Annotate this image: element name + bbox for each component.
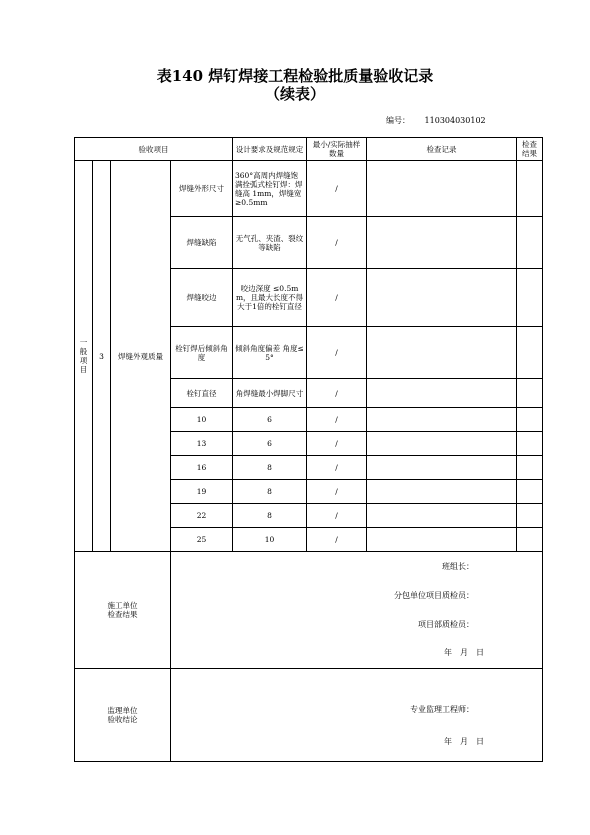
row-sample: / xyxy=(307,504,367,528)
row-requirement: 10 xyxy=(233,528,307,552)
row-sample: / xyxy=(307,408,367,432)
row-record xyxy=(367,379,517,408)
item-name: 焊缝外观质量 xyxy=(111,161,171,552)
item-no: 3 xyxy=(93,161,111,552)
row-result xyxy=(517,456,543,480)
row-name: 16 xyxy=(171,456,233,480)
row-sample: / xyxy=(307,432,367,456)
team-leader-label: 班组长： xyxy=(442,562,474,571)
header-record: 检查记录 xyxy=(367,138,517,161)
row-sample: / xyxy=(307,327,367,379)
row-requirement: 咬边深度 ≤0.5mm，且最大长度不得大于1倍的栓钉直径 xyxy=(233,269,307,327)
row-sample: / xyxy=(307,456,367,480)
row-name: 栓钉焊后倾斜角度 xyxy=(171,327,233,379)
code-value: 110304030102 xyxy=(424,116,486,125)
row-result xyxy=(517,379,543,408)
row-record xyxy=(367,408,517,432)
construction-label: 施工单位 检查结果 xyxy=(75,552,171,669)
page-subtitle: （续表） xyxy=(264,85,325,103)
row-name: 焊缝外形尺寸 xyxy=(171,161,233,217)
page-title: 表140 焊钉焊接工程检验批质量验收记录 xyxy=(156,67,434,85)
row-name: 19 xyxy=(171,480,233,504)
construction-section xyxy=(75,552,543,669)
row-requirement: 无气孔、夹渣、裂纹等缺陷 xyxy=(233,217,307,269)
row-name: 25 xyxy=(171,528,233,552)
row-requirement: 6 xyxy=(233,408,307,432)
row-name: 22 xyxy=(171,504,233,528)
supervision-label: 监理单位 验收结论 xyxy=(75,669,171,762)
row-record xyxy=(367,161,517,217)
row-name: 栓钉直径 xyxy=(171,379,233,408)
row-result xyxy=(517,327,543,379)
table-row xyxy=(75,161,543,217)
row-name: 焊缝咬边 xyxy=(171,269,233,327)
row-record xyxy=(367,480,517,504)
header-item: 验收项目 xyxy=(75,138,233,161)
row-name: 10 xyxy=(171,408,233,432)
row-record xyxy=(367,456,517,480)
form-code xyxy=(386,115,486,126)
row-sample: / xyxy=(307,217,367,269)
header-result: 检查结果 xyxy=(517,138,543,161)
row-requirement: 6 xyxy=(233,432,307,456)
sub-inspector-label: 分包单位项目质检员： xyxy=(394,591,474,600)
row-requirement: 倾斜角度偏差 角度≤5° xyxy=(233,327,307,379)
row-record xyxy=(367,528,517,552)
header-design: 设计要求及规范规定 xyxy=(233,138,307,161)
row-sample: / xyxy=(307,480,367,504)
row-requirement: 8 xyxy=(233,456,307,480)
row-requirement: 8 xyxy=(233,480,307,504)
row-sample: / xyxy=(307,269,367,327)
dept-inspector-label: 项目部质检员： xyxy=(418,620,474,629)
row-record xyxy=(367,327,517,379)
construction-date: 年 月 日 xyxy=(444,648,484,657)
construction-sign-area xyxy=(171,552,543,669)
row-requirement: 360°高周内焊缝饱满拴弧式栓钉焊：焊缝高 1mm，焊缝宽≥0.5mm xyxy=(233,161,307,217)
supervision-date: 年 月 日 xyxy=(444,737,484,746)
row-sample: / xyxy=(307,379,367,408)
supervision-section xyxy=(75,669,543,762)
row-result xyxy=(517,161,543,217)
inspection-table xyxy=(74,137,543,762)
row-result xyxy=(517,528,543,552)
row-name: 焊缝缺陷 xyxy=(171,217,233,269)
header-row xyxy=(75,138,543,161)
group-label: 一 般 项 目 xyxy=(75,161,93,552)
row-result xyxy=(517,408,543,432)
supervisor-engineer-label: 专业监理工程师： xyxy=(410,705,474,714)
row-sample: / xyxy=(307,161,367,217)
row-name: 13 xyxy=(171,432,233,456)
row-record xyxy=(367,217,517,269)
row-result xyxy=(517,504,543,528)
row-record xyxy=(367,269,517,327)
row-result xyxy=(517,217,543,269)
supervision-sign-area xyxy=(171,669,543,762)
row-result xyxy=(517,269,543,327)
row-result xyxy=(517,480,543,504)
row-sample: / xyxy=(307,528,367,552)
row-result xyxy=(517,432,543,456)
row-record xyxy=(367,504,517,528)
row-requirement: 角焊缝最小焊脚尺寸 xyxy=(233,379,307,408)
row-requirement: 8 xyxy=(233,504,307,528)
row-record xyxy=(367,432,517,456)
code-label: 编号： xyxy=(386,116,410,125)
header-sample: 最小/实际抽样数量 xyxy=(307,138,367,161)
